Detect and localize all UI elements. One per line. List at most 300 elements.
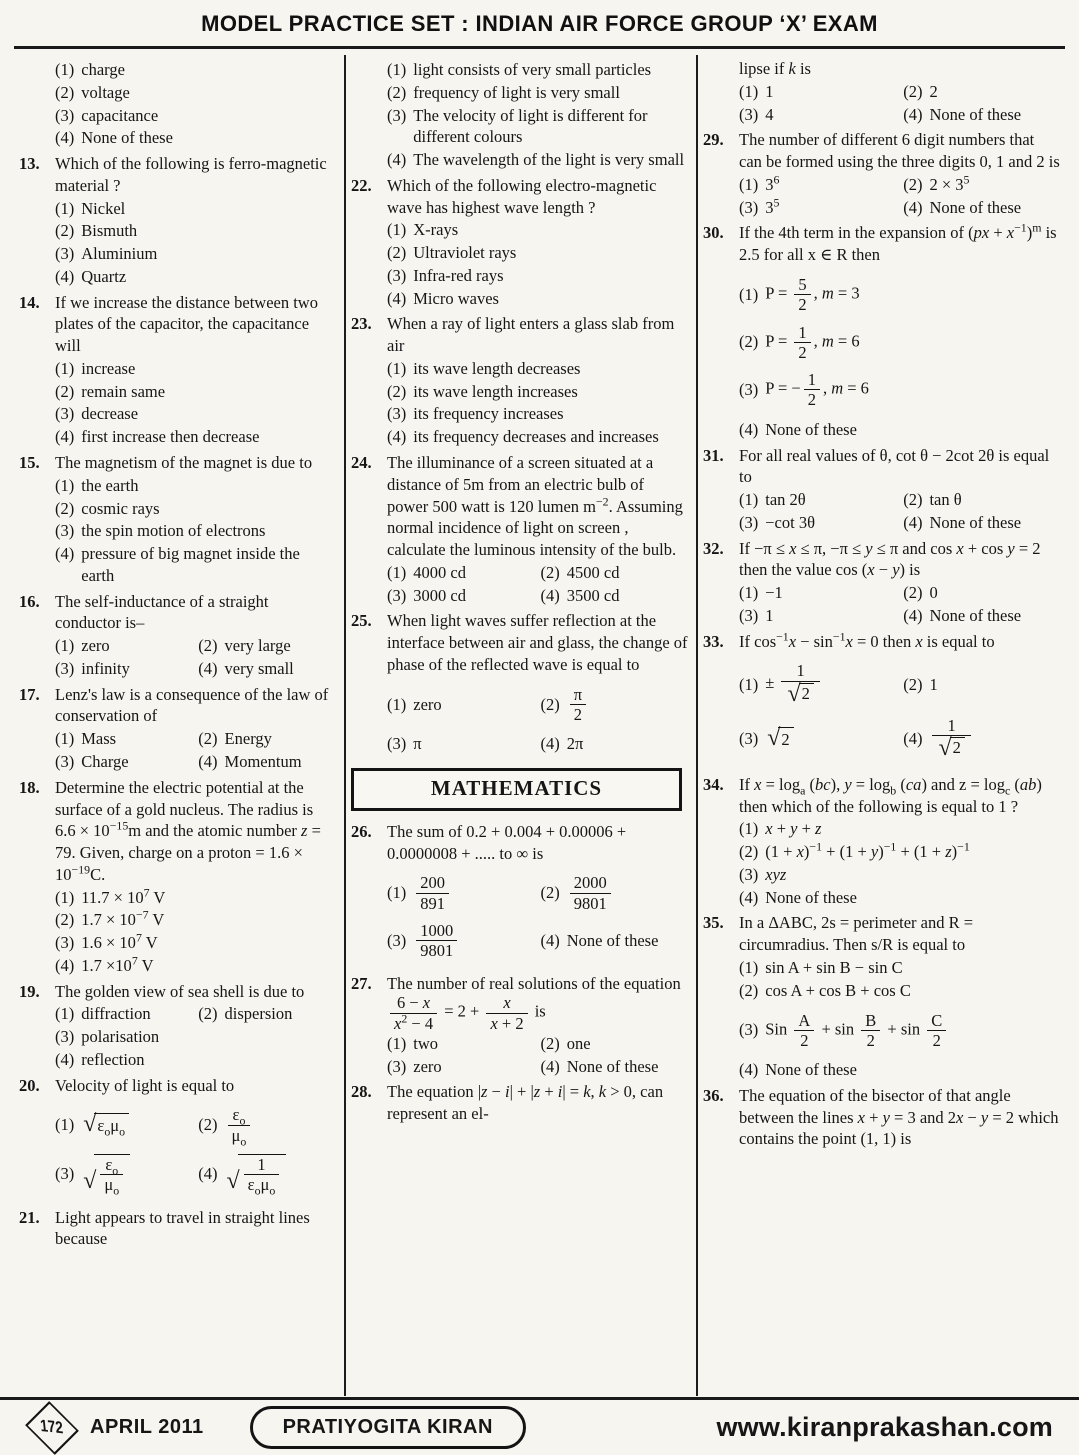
option [387,922,541,960]
question-15 [19,452,336,588]
option-text: None of these [566,1056,659,1076]
option-row [387,922,688,960]
option [903,174,1061,196]
question-body [739,1085,1061,1151]
option [739,1059,1061,1081]
question-body [739,912,1061,1081]
column-2 [346,55,698,1396]
option-label: (3) [55,521,75,541]
option-row [387,562,688,584]
option-text: voltage [81,82,130,102]
option-label: (4) [540,1056,560,1076]
option-label: (4) [903,605,923,625]
option-label: (2) [387,381,407,401]
option-label: (4) [739,419,759,439]
option [387,686,541,724]
option-text [567,686,688,724]
option-label: (4) [55,1049,75,1069]
option-row [739,197,1061,219]
question-text: Light appears to travel in straight lines because [55,1207,310,1249]
question-number: 29. [703,130,724,150]
question-body [387,175,688,311]
question-text: If the 4th term in the expansion of $(px + x^{-1})^m$ is 2.5 for all x ∈ R then [739,220,1057,265]
option-label: (4) [739,1060,759,1080]
option-label: (3) [55,933,75,953]
option [387,1033,541,1055]
option-text: 2π [566,734,584,754]
option-row [387,403,688,425]
option-row [387,82,688,104]
option [387,562,541,584]
option-text: Charge [81,751,129,771]
fraction: $\frac{1000}{9801}$ [416,922,457,960]
option-row [739,81,1061,103]
option-label: (4) [198,658,218,678]
question-body [55,684,336,774]
option-row [55,220,336,242]
option-text: P = $\frac{5}{2}$ , m = 3 [765,274,860,315]
option-row [739,818,1061,840]
question-body [739,774,1061,910]
question-number: 14. [19,292,40,312]
option-label: (1) [739,490,759,510]
question-number: 28. [351,1082,372,1102]
option-text: None of these [929,197,1022,217]
option-label: (1) [739,958,759,978]
option-text: $1.6 \times 10^7$ V [81,930,158,953]
question-body [55,1207,336,1252]
question-number: 26. [351,821,372,841]
option-label: (4) [198,751,218,771]
option-label: (1) [55,636,75,656]
option-row [55,887,336,909]
option-label: (3) [55,658,75,678]
fraction: $\frac{\pi}{2}$ [570,686,586,724]
question-number: 30. [703,223,724,243]
option [55,909,336,931]
option-label: (2) [540,694,560,714]
option-text: cosmic rays [81,498,160,518]
question-body [739,445,1061,535]
fraction: $\frac{A}{2}$ [794,1012,814,1050]
option-row [739,957,1061,979]
option-label: (4) [387,150,407,170]
question-body [55,153,336,289]
option [541,1056,689,1078]
option-text: 4 [765,104,774,124]
column-3 [698,55,1069,1396]
option [55,955,336,977]
option-row [387,105,688,149]
question-body [387,610,688,756]
question-17 [19,684,336,774]
question-text: Which of the following electro-magnetic wave has highest wave length ? [387,175,657,217]
option-text: its wave length decreases [413,358,581,378]
option-text: Aluminium [81,244,158,264]
question-13 [19,153,336,289]
option-label: (2) [55,221,75,241]
option-row [55,909,336,931]
option-row [55,635,336,657]
option-row [55,358,336,380]
option [903,662,1061,706]
fraction: $\frac{B}{2}$ [861,1012,880,1050]
option-text: first increase then decrease [81,427,260,447]
option-text: $3^5$ [765,195,780,217]
option-text: xyz [765,864,787,884]
magazine-brand: PRATIYOGITA KIRAN [250,1406,526,1448]
option-label: (3) [387,265,407,285]
option-label: (3) [739,864,759,884]
question-body [55,1075,336,1204]
option-label: (1) [387,883,407,903]
question-text: When light waves suffer reflection at the interface between air and glass, the change of phase of the reflected wave is equal to [387,611,688,674]
fraction: $\frac{\varepsilon_o}{\mu_o}$ [100,1156,123,1194]
option-row [739,841,1061,863]
question-body [387,452,688,607]
question-body [739,222,1061,441]
option-text: very small [224,658,294,678]
option-label: (4) [387,427,407,447]
option-text [929,717,1061,761]
section-header-mathematics: MATHEMATICS [351,768,682,811]
option [387,59,688,81]
question-text: The golden view of sea shell is due to [55,981,305,1001]
option-row [387,686,688,724]
option-row [739,104,1061,126]
option [55,127,336,149]
option-text: the spin motion of electrons [81,521,266,541]
option-label: (1) [55,729,75,749]
option-label: (4) [903,512,923,532]
option [387,358,688,380]
option-text [81,1154,198,1198]
option-label: (4) [55,544,75,564]
question-text: The illuminance of a screen situated at a distance of 5m from an electric bulb of power 500 watt is 120 lumen $m^{-2}$. Assuming normal incidence of light on screen , calculate the luminous intensity of the bulb. [387,453,683,560]
option [387,874,541,912]
question-22 [351,175,688,311]
option-text: diffraction [81,1004,151,1024]
option-text: $11.7 \times 10^7$ V [81,885,166,907]
option-text: $1.7 \times 10^{-7}$ V [81,907,165,930]
option-label: (1) [55,358,75,378]
option-text: reflection [81,1049,145,1069]
question-text: When a ray of light enters a glass slab from air [387,314,675,356]
option-text: P = − $\frac{1}{2}$ , m = 6 [765,370,869,410]
option-label: (1) [739,174,759,194]
option [198,658,336,680]
option-label: (2) [198,1004,218,1024]
option-row [55,498,336,520]
option-label: (1) [55,198,75,218]
option [903,81,1061,103]
option-text: Bismuth [81,221,138,241]
question-text: The number of real solutions of the equation $\frac{6 - x}{x^2 - 4}$ = 2 + $\frac{x}{x + 2}$ is [387,973,681,1033]
option-text: two [413,1033,438,1053]
option-text: dispersion [224,1004,293,1024]
option [387,265,688,287]
option-row [387,1033,688,1055]
option [55,887,336,909]
option-text: None of these [765,419,857,439]
option-text: zero [413,694,442,714]
option-text: decrease [81,404,139,424]
option [739,582,903,604]
option-row [55,82,336,104]
option-label: (2) [903,583,923,603]
option [541,686,689,724]
option [387,1056,541,1078]
fraction: $\frac{1}{\varepsilon_o\mu_o}$ [244,1156,280,1194]
option-text: the earth [81,475,139,495]
option-row [387,219,688,241]
option [739,662,903,706]
option-label: (4) [198,1164,218,1183]
option-row [739,1059,1061,1081]
square-root: √ $\frac{1}{\varepsilon_o\mu_o}$ [227,1154,287,1194]
option [541,1033,689,1055]
option-text: Infra-red rays [413,265,504,285]
question-continuation [703,58,1061,126]
option-label: (3) [739,380,759,400]
option-row [739,1012,1061,1050]
option-text: infinity [81,658,130,678]
option-row [55,381,336,403]
option-text: Micro waves [413,288,499,308]
question-continuation [351,58,688,172]
option-text: None of these [566,930,659,950]
option-row [55,1026,336,1048]
fraction: $\frac{5}{2}$ [794,276,810,314]
question-number: 15. [19,453,40,473]
option [387,219,688,241]
option-row [55,59,336,81]
question-20 [19,1075,336,1204]
question-text: The magnetism of the magnet is due to [55,453,313,473]
page-number: 172 [39,1416,65,1438]
option-row [55,1003,336,1025]
option [739,371,1061,409]
option-text: 4000 cd [413,562,466,582]
option-text: 3000 cd [413,585,466,605]
option-label: (3) [55,105,75,125]
option [739,512,903,534]
option-row [387,288,688,310]
option-text: 3500 cd [566,585,620,605]
fraction: $\frac{6 - x}{x^2 - 4}$ [390,994,437,1032]
option-row [739,582,1061,604]
option-label: (4) [903,104,923,124]
square-root: √ $\varepsilon_o\mu_o$ [83,1113,129,1137]
option-label: (1) [387,1033,407,1053]
option-label: (3) [55,1027,75,1047]
option [55,198,336,220]
option [55,728,198,750]
option-row [387,358,688,380]
option-label: (3) [387,1056,407,1076]
option [55,543,336,587]
square-root: √ 2 [938,737,964,761]
option-text: 2 [929,81,938,101]
option-label: (4) [55,955,75,975]
question-number: 25. [351,611,372,631]
option [541,733,689,755]
fraction: $\frac{1}{2}$ [804,371,820,409]
option-label: (1) [387,220,407,240]
question-32 [703,538,1061,628]
option-label: (1) [387,358,407,378]
option-row [739,887,1061,909]
option-row [739,371,1061,409]
option-text: $(1 + x)^{-1} + (1 + y)^{-1} + (1 + z)^{-1}$ [765,839,970,862]
option-row [387,733,688,755]
question-number: 20. [19,1075,40,1095]
question-body [55,777,336,978]
option [739,864,1061,886]
question-text: The self-inductance of a straight conductor is– [55,591,269,633]
option-text: Ultraviolet rays [413,243,517,263]
option-label: (1) [55,1004,75,1024]
option-label: (4) [739,887,759,907]
option [387,242,688,264]
issue-month: APRIL 2011 [90,1416,204,1439]
option-label: (3) [739,605,759,625]
question-body [55,292,336,449]
option [387,82,688,104]
option-text: x + y + z [765,819,822,839]
option-label: (2) [903,674,923,694]
question-number: 32. [703,538,724,558]
option-text: π [413,734,422,754]
option [541,562,689,584]
option-text: tan 2θ [765,490,806,510]
option-row [739,662,1061,706]
option-label: (4) [387,288,407,308]
page-number-diamond [25,1401,79,1455]
question-14 [19,292,336,449]
option-row [55,105,336,127]
question-30 [703,222,1061,441]
option-label: (4) [903,197,923,217]
question-19 [19,981,336,1072]
fraction: $\frac{x}{x + 2}$ [486,994,527,1032]
question-36 [703,1085,1061,1151]
option-label: (2) [198,729,218,749]
question-body [739,58,1061,126]
option-label: (1) [55,887,75,907]
option-row [387,1056,688,1078]
question-number: 22. [351,175,372,195]
option [903,512,1061,534]
option-row [387,149,688,171]
option-row [387,874,688,912]
option-row [55,266,336,288]
option [739,887,1061,909]
option-text: The velocity of light is different for different colours [413,105,648,147]
option-row [55,426,336,448]
question-27 [351,973,688,1079]
option [55,1026,336,1048]
question-text: Which of the following is ferro-magnetic material ? [55,154,327,195]
question-body [387,821,688,970]
question-text: For all real values of θ, cot θ − 2cot 2θ is equal to [739,445,1050,487]
option-row [739,419,1061,441]
option [55,426,336,448]
fraction: $\frac{\varepsilon_o}{\mu_o}$ [228,1106,251,1144]
option [55,381,336,403]
question-24 [351,452,688,607]
question-text: The equation of the bisector of that angle between the lines x + y = 3 and 2x − y = 2 which contains the point (1, 1) is [739,1085,1059,1149]
option-row [55,1105,336,1149]
option-label: (3) [739,1020,759,1040]
question-number: 17. [19,684,40,704]
option-label: (2) [55,498,75,518]
question-number: 18. [19,777,40,797]
option-label: (4) [540,734,560,754]
option-text: tan θ [929,490,962,510]
option-row [739,980,1061,1002]
question-26 [351,821,688,970]
question-34 [703,774,1061,910]
option-label: (1) [739,81,759,101]
option-row [55,243,336,265]
option-text: frequency of light is very small [413,82,620,102]
question-body [739,631,1061,771]
question-31 [703,445,1061,535]
option-row [55,932,336,954]
option-text: sin A + sin B − sin C [765,958,903,978]
option-text: The wavelength of the light is very small [413,150,685,170]
question-25 [351,610,688,756]
question-body [55,58,336,150]
option-text: capacitance [81,105,159,125]
option-label: (1) [55,1115,75,1135]
option-text: 1 [765,81,774,101]
option [198,1105,336,1149]
option [198,1154,336,1198]
option-label: (3) [387,734,407,754]
option [739,276,1061,314]
question-body [55,452,336,588]
option [739,605,903,627]
option [55,1154,198,1198]
option [903,605,1061,627]
option [55,475,336,497]
option-label: (3) [739,728,759,748]
option [739,81,903,103]
option [55,751,198,773]
option-label: (3) [55,244,75,264]
option-text [81,1113,198,1137]
question-text: If $x = \log_a (bc)$, $y = \log_b (ca)$ and $z = \log_c (ab)$ then which of the following is equal to 1 ? [739,774,1042,816]
option-text: pressure of big magnet inside the earth [81,544,300,585]
question-number: 19. [19,981,40,1001]
option-label: (4) [55,128,75,148]
option-label: (2) [387,82,407,102]
question-body [387,973,688,1079]
option-row [55,543,336,587]
option [387,403,688,425]
question-number: 24. [351,453,372,473]
option-row [739,864,1061,886]
option-text: $1.7 \times 10^7$ V [81,953,154,975]
question-text: If we increase the distance between two plates of the capacitor, the capacitance will [55,292,318,356]
option-label: (4) [540,585,560,605]
option [387,288,688,310]
option-row [55,127,336,149]
option-row [387,265,688,287]
option-text [225,1154,336,1198]
